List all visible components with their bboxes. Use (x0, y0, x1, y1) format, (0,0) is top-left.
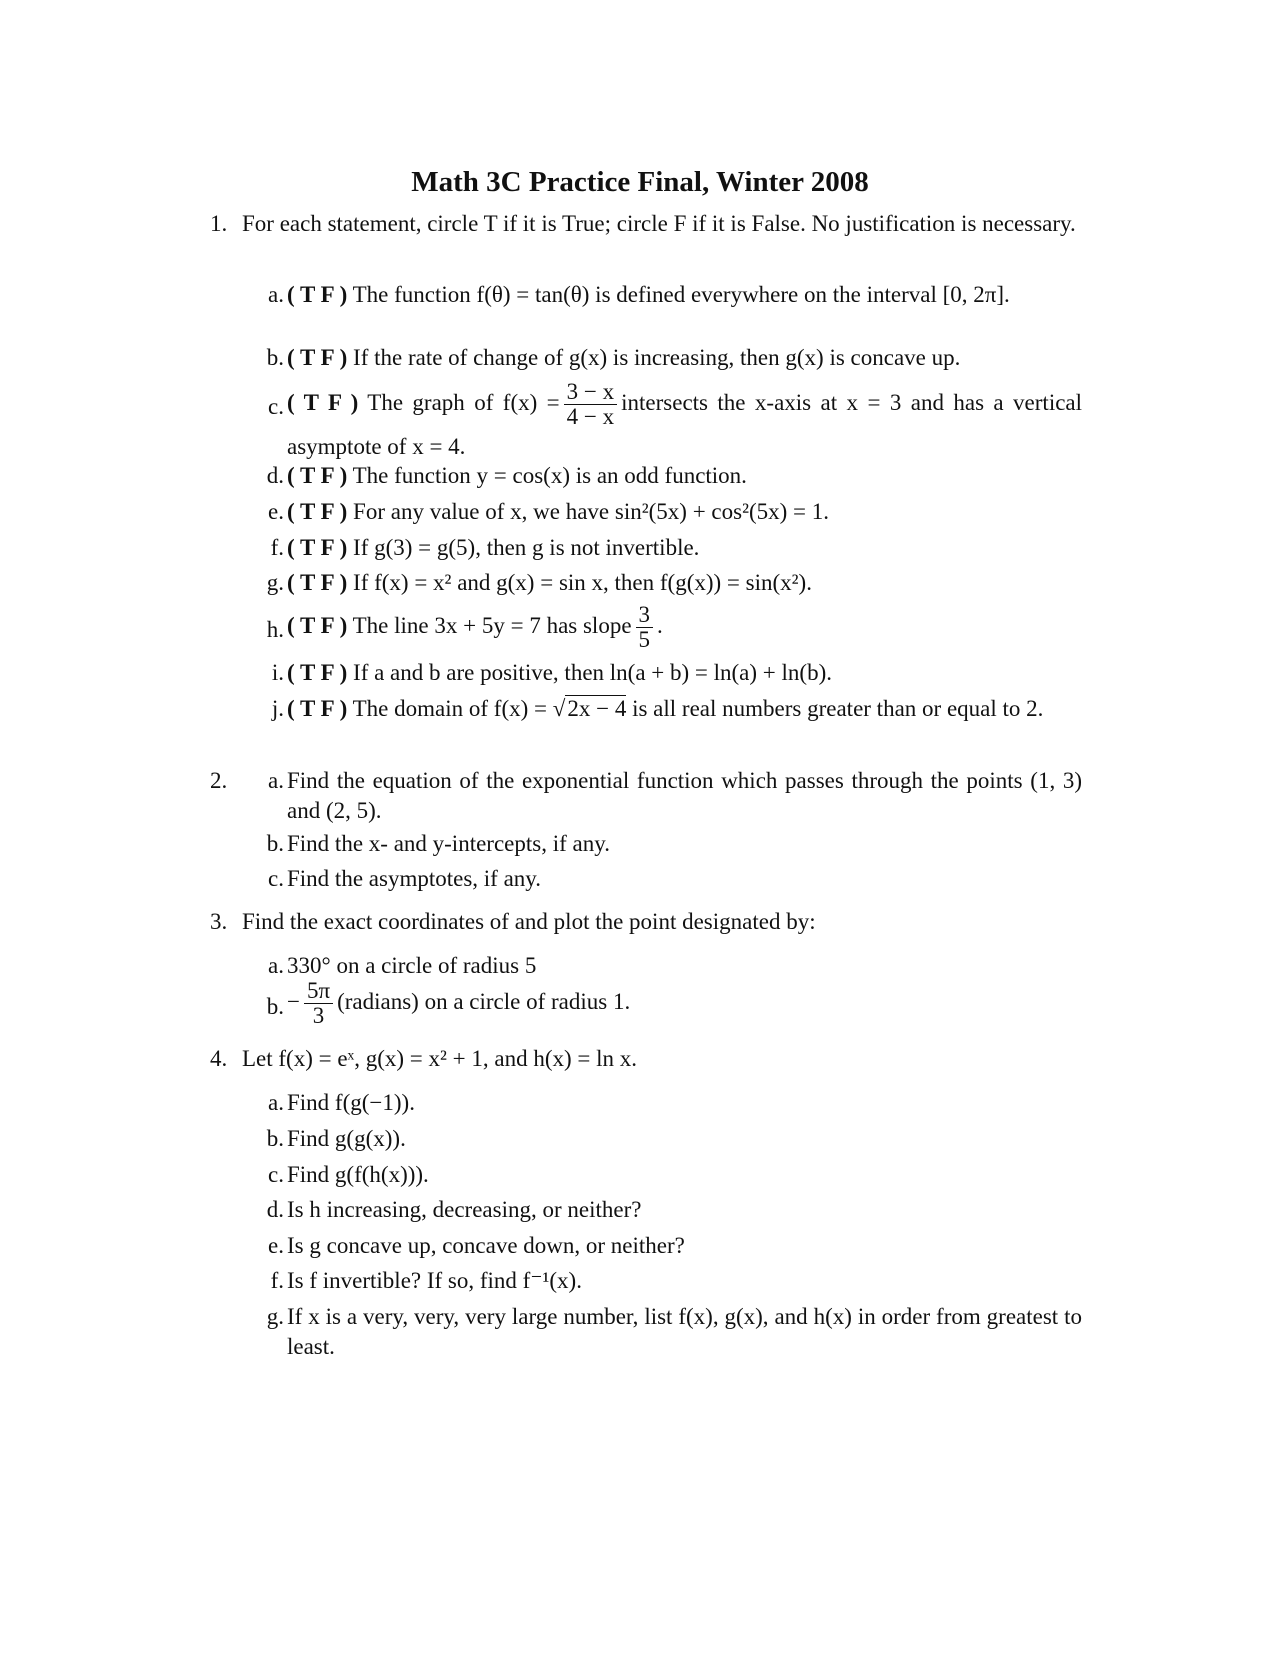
item-label: c. (268, 1162, 284, 1187)
q1-item-d (256, 461, 1082, 491)
true-false-choice: ( T F ) (287, 282, 348, 307)
q4-item-f (256, 1266, 1082, 1296)
question-number: 4. (210, 1046, 228, 1071)
q4-item-b (256, 1124, 1082, 1154)
true-false-choice: ( T F ) (287, 389, 359, 415)
item-label: c. (268, 394, 284, 419)
item-text: If f(x) = x² and g(x) = sin x, then f(g(x)) = sin(x²). (353, 570, 812, 595)
item-text: Is f invertible? If so, find f⁻¹(x). (287, 1268, 582, 1293)
item-label: h. (266, 617, 284, 642)
item-text-after-fraction: . (657, 612, 663, 638)
q1-item-f (256, 533, 1082, 563)
q1-item-g (256, 568, 1082, 598)
item-text-before-fraction: The line 3x + 5y = 7 has slope (352, 612, 632, 638)
item-text: If g(3) = g(5), then g is not invertible. (353, 535, 700, 560)
item-label: a. (268, 953, 284, 978)
item-text-before-fraction: The graph of f(x) = (367, 389, 560, 415)
item-text: Find the x- and y-intercepts, if any. (287, 831, 610, 856)
q1-item-i (256, 658, 1082, 688)
item-text-after-fraction: (radians) on a circle of radius 1. (337, 988, 631, 1014)
q1-item-c (256, 380, 1082, 465)
fraction-denominator: 5 (638, 627, 651, 652)
fraction-numerator: 3 (636, 603, 654, 628)
true-false-choice: ( T F ) (287, 612, 348, 638)
q1-item-j: j. ( T F ) The domain of f(x) = √2x − 4 is all real numbers greater than or equal to 2. (256, 694, 1082, 724)
item-text-after-sqrt: is all real numbers greater than or equal to 2. (632, 696, 1044, 721)
item-label: a. (268, 1090, 284, 1115)
item-text: Find g(f(h(x))). (287, 1162, 429, 1187)
item-label: g. (266, 1304, 284, 1329)
q4-item-a (256, 1088, 1082, 1118)
item-label: f. (270, 535, 284, 560)
q3-item-a (256, 951, 1082, 981)
item-label: j. (271, 696, 284, 721)
item-text: Is h increasing, decreasing, or neither? (287, 1197, 642, 1222)
item-label: g. (266, 570, 284, 595)
q1-item-h (256, 603, 1082, 652)
item-label: d. (266, 463, 284, 488)
question-text: Let f(x) = eˣ, g(x) = x² + 1, and h(x) = ln x. (242, 1046, 637, 1071)
q4-item-c (256, 1160, 1082, 1190)
fraction (636, 603, 654, 652)
item-text: Find the asymptotes, if any. (287, 866, 542, 891)
item-text: If the rate of change of g(x) is increasing, then g(x) is concave up. (353, 345, 961, 370)
q2-item-c (256, 864, 1082, 894)
fraction-denominator: 3 (312, 1003, 325, 1028)
page-title: Math 3C Practice Final, Winter 2008 (411, 166, 869, 198)
fraction-numerator: 5π (304, 979, 333, 1004)
true-false-choice: ( T F ) (287, 499, 348, 524)
item-text: If a and b are positive, then ln(a + b) = ln(a) + ln(b). (353, 660, 832, 685)
item-label: b. (266, 831, 284, 856)
true-false-choice: ( T F ) (287, 463, 348, 488)
item-text: Find g(g(x)). (287, 1126, 406, 1151)
fraction-numerator: 3 − x (564, 380, 617, 405)
item-text: The function y = cos(x) is an odd function. (352, 463, 747, 488)
fraction (304, 979, 333, 1028)
true-false-choice: ( T F ) (287, 345, 348, 370)
item-text: Find f(g(−1)). (287, 1090, 415, 1115)
item-text-after-fraction: intersects the x-axis at x = 3 and has a vertical asymptote of x = 4. (287, 389, 1083, 459)
true-false-choice: ( T F ) (287, 570, 348, 595)
item-text: Find the equation of the exponential function which passes through the points (1, 3) and (2, 5). (287, 768, 1082, 823)
item-label: a. (268, 282, 284, 307)
item-text-before-sqrt: The domain of f(x) = (352, 696, 547, 721)
q3-item-b (256, 979, 1082, 1028)
fraction (564, 380, 617, 429)
item-label: d. (266, 1197, 284, 1222)
true-false-choice: ( T F ) (287, 535, 348, 560)
true-false-choice: ( T F ) (287, 696, 348, 721)
item-text: 330° on a circle of radius 5 (287, 953, 537, 978)
item-label: c. (268, 866, 284, 891)
item-text: The function f(θ) = tan(θ) is defined everywhere on the interval [0, 2π]. (352, 282, 1010, 307)
question-text: For each statement, circle T if it is True; circle F if it is False. No justification is necessary. (242, 211, 1076, 236)
q1-item-a (256, 280, 1082, 310)
minus-sign: − (287, 988, 300, 1014)
q1-item-e (256, 497, 1082, 527)
item-label: f. (270, 1268, 284, 1293)
item-label: b. (266, 994, 284, 1019)
fraction-denominator: 4 − x (566, 404, 615, 429)
square-root-radicand: 2x − 4 (567, 696, 627, 721)
item-label: e. (268, 1233, 284, 1258)
item-text: For any value of x, we have sin²(5x) + cos²(5x) = 1. (353, 499, 830, 524)
item-label: b. (266, 1126, 284, 1151)
question-number: 3. (210, 909, 228, 934)
q2-item-a (256, 766, 1082, 826)
q1-item-b (256, 343, 1082, 373)
item-label: b. (266, 345, 284, 370)
question-number: 1. (210, 211, 228, 236)
question-3 (210, 907, 1082, 937)
item-text: If x is a very, very, very large number, list f(x), g(x), and h(x) in order from greatest to least. (287, 1304, 1082, 1359)
question-4 (210, 1044, 1082, 1074)
question-number: 2. (210, 768, 228, 793)
q2-item-b (256, 829, 1082, 859)
item-label: e. (268, 499, 284, 524)
question-text: Find the exact coordinates of and plot the point designated by: (242, 909, 816, 934)
true-false-choice: ( T F ) (287, 660, 348, 685)
item-text: Is g concave up, concave down, or neither? (287, 1233, 685, 1258)
question-1 (210, 209, 1082, 239)
item-label: i. (271, 660, 284, 685)
q4-item-d (256, 1195, 1082, 1225)
item-label: a. (268, 768, 284, 793)
q4-item-e (256, 1231, 1082, 1261)
q4-item-g (256, 1302, 1082, 1362)
